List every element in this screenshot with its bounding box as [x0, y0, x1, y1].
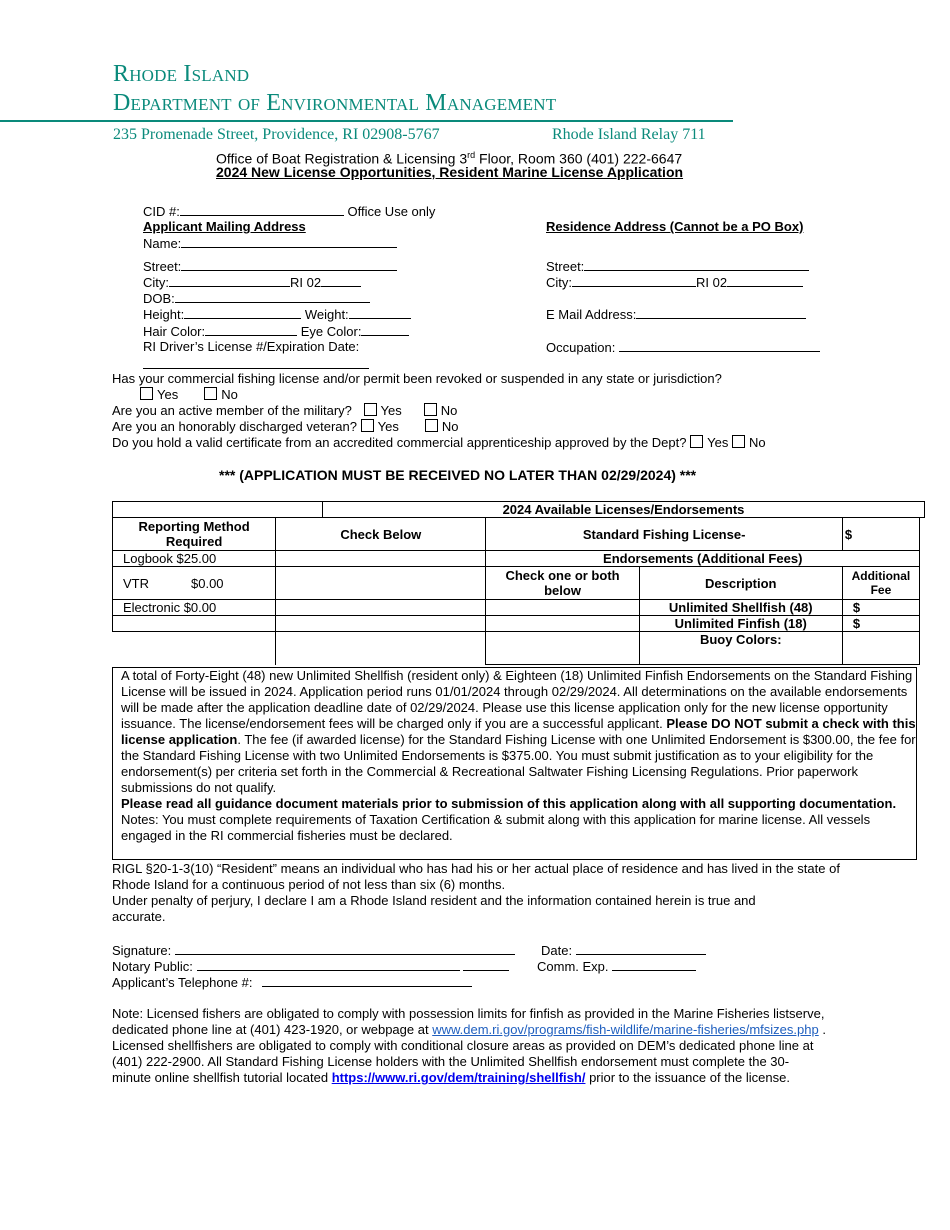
perjury-statement: Under penalty of perjury, I declare I am a Rhode Island resident and the information contained herein is true and accurate. — [112, 893, 756, 924]
signature-field[interactable]: Signature: — [112, 942, 515, 959]
comm-exp-field[interactable]: Comm. Exp. — [537, 958, 696, 975]
city-field[interactable]: City: RI 02 — [143, 274, 361, 291]
street-field[interactable]: Street: — [143, 258, 397, 275]
veteran-no-checkbox[interactable] — [425, 419, 438, 432]
revoked-no-checkbox[interactable] — [204, 387, 217, 400]
residence-street-field[interactable]: Street: — [546, 258, 809, 275]
agency-name-line2: Department of Environmental Management — [113, 90, 557, 116]
military-no-checkbox[interactable] — [424, 403, 437, 416]
occupation-field[interactable]: Occupation: — [546, 339, 820, 356]
shellfish-fee: $ — [842, 600, 919, 616]
table-title: 2024 Available Licenses/Endorsements — [323, 502, 925, 518]
revoked-yes-checkbox[interactable] — [140, 387, 153, 400]
shellfish-tutorial-link[interactable]: https://www.ri.gov/dem/training/shellfish/ — [331, 1070, 586, 1085]
veteran-question: Are you an honorably discharged veteran? Yes No — [112, 419, 459, 434]
check-below-header: Check Below — [276, 518, 486, 551]
shellfish-check[interactable] — [486, 600, 639, 616]
finfish-check[interactable] — [486, 616, 639, 632]
finfish-endorsement: Unlimited Finfish (18) — [639, 616, 842, 632]
endorsements-header: Endorsements (Additional Fees) — [486, 551, 920, 567]
fish-sizes-link[interactable]: www.dem.ri.gov/programs/fish-wildlife/marine-fisheries/mfsizes.php — [432, 1022, 819, 1037]
finfish-fee: $ — [842, 616, 919, 632]
rigl-definition: RIGL §20-1-3(10) “Resident” means an individual who has had his or her actual place of residence and has lived in the state of Rhode Island for a continuous period of not less than six (6) months. — [112, 861, 840, 892]
dob-field[interactable]: DOB: — [143, 290, 370, 307]
revoked-question: Has your commercial fishing license and/or permit been revoked or suspended in any state or jurisdiction? — [112, 371, 722, 386]
email-field[interactable]: E Mail Address: — [546, 306, 806, 323]
revoked-options: Yes No — [140, 387, 238, 403]
electronic-check[interactable] — [276, 600, 486, 616]
notary-field[interactable]: Notary Public: — [112, 958, 509, 975]
residence-city-field[interactable]: City: RI 02 — [546, 274, 803, 291]
cid-row: CID #: Office Use only — [143, 204, 436, 219]
apprentice-question: Do you hold a valid certificate from an accredited commercial apprenticeship approved by the Dept? Yes No — [112, 435, 766, 450]
logbook-check[interactable] — [276, 551, 486, 567]
reporting-header: Reporting Method Required — [113, 518, 276, 551]
military-question: Are you an active member of the military? Yes No — [112, 403, 458, 418]
buoy-colors-label: Buoy Colors: — [639, 632, 842, 665]
logbook-option: Logbook $25.00 — [113, 551, 276, 567]
standard-fee: $ — [842, 518, 919, 551]
residence-heading: Residence Address (Cannot be a PO Box) — [546, 219, 804, 234]
hair-eye-field[interactable]: Hair Color: Eye Color: — [143, 323, 409, 340]
office-line: Office of Boat Registration & Licensing 3rd Floor, Room 360 (401) 222-6647 — [216, 150, 683, 167]
footer-note: Note: Licensed fishers are obligated to comply with possession limits for finfish as provided in the Marine Fisheries listserve, dedicated phone line at (401) 423-1920, or webpage at www.dem.ri.gov/programs/fish-wildlife/marine-fisheries/mfsizes.php . Licensed shellfishers are obligated to comply with conditional closure areas as provided on DEM’s dedicated phone line at (401) 222-2900. All Standard Fishing License holders with the Unlimited Shellfish endorsement must complete the 30-minute online shellfish tutorial located https://www.ri.gov/dem/training/shellfish/ prior to the issuance of the license. — [112, 1006, 826, 1085]
vtr-option: VTR $0.00 — [113, 567, 276, 600]
military-yes-checkbox[interactable] — [364, 403, 377, 416]
taxation-note: Notes: You must complete requirements of Taxation Certification & submit along with this application for marine license. All vessels engaged in the RI commercial fisheries must be declared. — [121, 812, 871, 843]
license-line[interactable] — [143, 368, 369, 369]
agency-address: 235 Promenade Street, Providence, RI 02908-5767 — [113, 126, 440, 143]
relay-number: Rhode Island Relay 711 — [552, 126, 706, 143]
license-label: RI Driver’s License #/Expiration Date: — [143, 339, 360, 354]
mailing-heading: Applicant Mailing Address — [143, 219, 306, 234]
deadline-notice: *** (APPLICATION MUST BE RECEIVED NO LATER THAN 02/29/2024) *** — [219, 467, 697, 483]
guidance-notice: Please read all guidance document materials prior to submission of this application along with all supporting documentation. — [121, 796, 897, 811]
height-weight-field[interactable]: Height: Weight: — [143, 306, 411, 323]
name-field[interactable]: Name: — [143, 235, 397, 252]
apprentice-yes-checkbox[interactable] — [690, 435, 703, 448]
additional-fee-header: Additional Fee — [842, 567, 919, 600]
license-table-body — [112, 517, 920, 665]
veteran-yes-checkbox[interactable] — [361, 419, 374, 432]
buoy-colors-field[interactable] — [842, 632, 919, 665]
shellfish-endorsement: Unlimited Shellfish (48) — [639, 600, 842, 616]
notes-box: A total of Forty-Eight (48) new Unlimited Shellfish (resident only) & Eighteen (18) Unlimited Finfish Endorsements on the Standard Fishing License will be issued in 2024. Application period runs 01/01/2024 through 02/29/2024. All determinations on the available endorsements will be made after the application deadline date of 02/29/2024. Please use this license application only for the new license opportunity issuance. The license/endorsement fees will be charged only if you are a successful applicant. Please DO NOT submit a check with this license application. The fee (if awarded license) for the Standard Fishing License with one Unlimited Endorsement is $300.00, the fee for the Standard Fishing License with two Unlimited Endorsements is $375.00. You must submit justification as to your eligibility for the endorsement(s) per criteria set forth in the Commercial & Recreational Saltwater Fishing Licensing Regulations. Prior paperwork submissions do not qualify. Please read all guidance document materials prior to submission of this application along with all supporting documentation. Notes: You must complete requirements of Taxation Certification & submit along with this application for marine license. All vessels engaged in the RI commercial fisheries must be declared. — [112, 667, 917, 860]
form-title: 2024 New License Opportunities, Resident Marine License Application — [216, 164, 684, 180]
apprentice-no-checkbox[interactable] — [732, 435, 745, 448]
description-header: Description — [639, 567, 842, 600]
agency-name-line1: Rhode Island — [113, 61, 250, 87]
check-one-header: Check one or both below — [486, 567, 639, 600]
vtr-check[interactable] — [276, 567, 486, 600]
telephone-field[interactable]: Applicant’s Telephone #: — [112, 974, 472, 991]
electronic-option: Electronic $0.00 — [113, 600, 276, 616]
header-rule — [0, 120, 733, 122]
standard-license-label: Standard Fishing License- — [486, 518, 842, 551]
date-field[interactable]: Date: — [541, 942, 706, 959]
license-table — [112, 501, 925, 518]
